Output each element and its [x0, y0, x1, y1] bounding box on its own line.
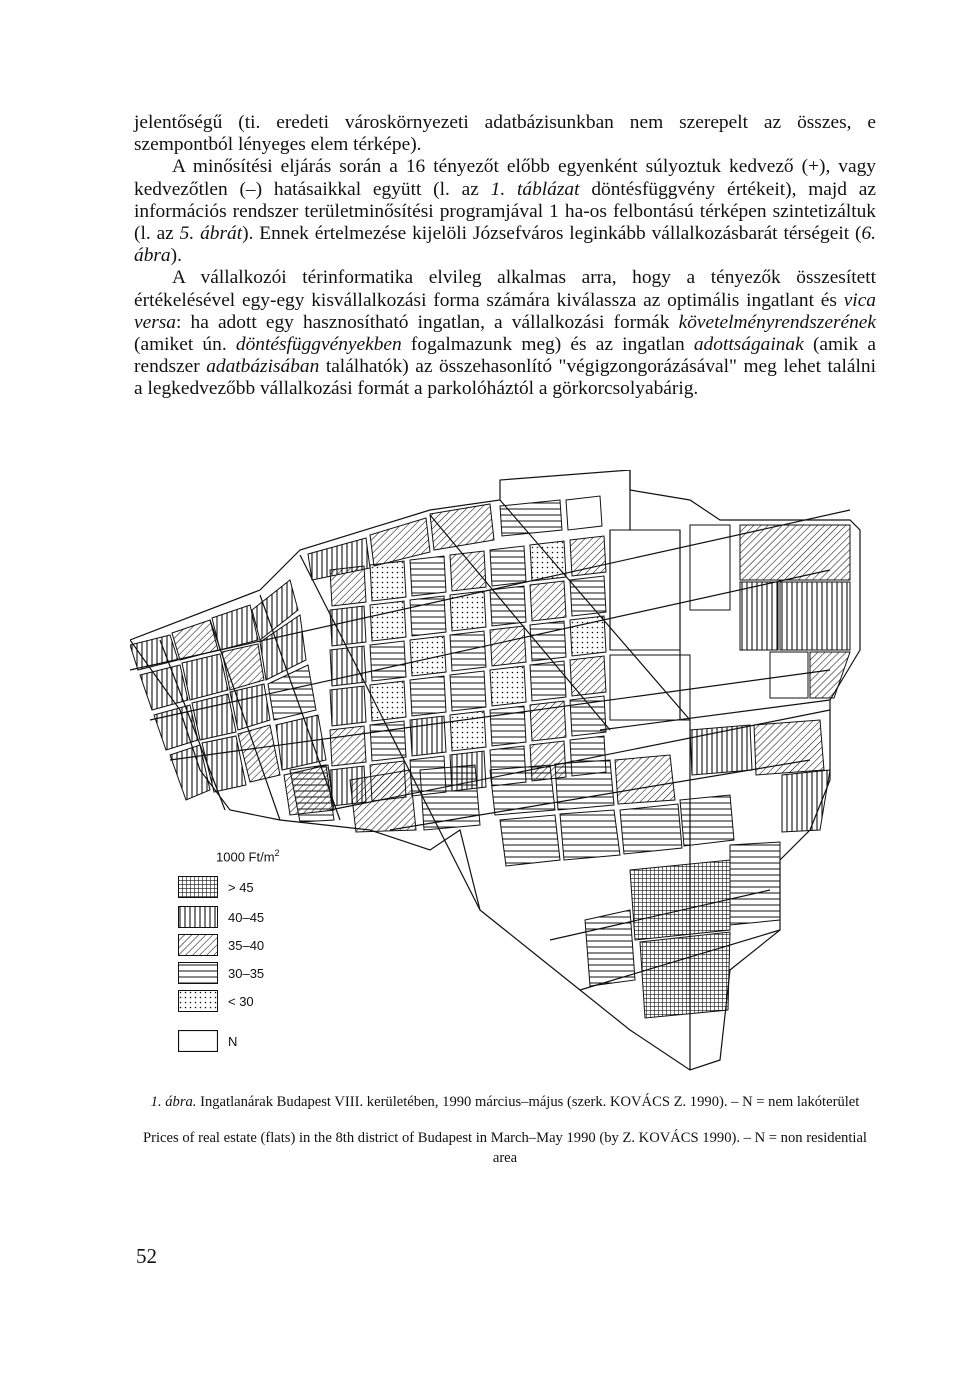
page-number: 52 [136, 1244, 157, 1268]
legend-item [178, 990, 338, 1016]
map-block [680, 795, 734, 846]
map-block [370, 641, 406, 681]
paragraph-2 [134, 156, 876, 267]
map-block [172, 620, 218, 660]
map-block [740, 582, 778, 650]
map-block [610, 530, 680, 650]
map-block [330, 686, 366, 726]
map-block [730, 842, 780, 925]
map-block [330, 726, 366, 766]
caption-hu-text: Ingatlanárak Budapest VIII. kerületében, 1990 március–május (szerk. KOVÁCS Z. 1990). – N = nem lakóterület [196, 1094, 860, 1110]
map-block [555, 760, 614, 810]
map-block [530, 581, 566, 621]
map-block [782, 770, 830, 832]
legend-label: < 30 [228, 994, 254, 1009]
italic-text: 5. ábrát [179, 223, 243, 245]
map-block [566, 496, 602, 530]
map-block [500, 500, 562, 536]
legend-label-n: N [228, 1034, 238, 1049]
map-block [740, 525, 850, 580]
text-run: jelentőségű (ti. eredeti városkörnyezeti adatbázisunkban nem szerepelt az összes, e szempontból lényeges elem térképe). [134, 112, 876, 156]
text-run: ). Ennek értelmezése kijelöli Józsefváros leginkább vállalkozásbarát térségeit ( [242, 223, 862, 245]
map-block [370, 721, 406, 761]
map-block [560, 810, 620, 860]
map-block [490, 586, 526, 626]
map-block [780, 582, 850, 650]
text-run: ). [170, 245, 182, 267]
map-block [620, 804, 682, 854]
legend-item [178, 876, 338, 902]
legend-title: 1000 $Ft/m^2$ [216, 848, 280, 865]
map-block [640, 932, 730, 1018]
map-block [450, 711, 486, 751]
italic-text: döntésfüggvényekben [235, 334, 402, 356]
text-run: döntésfüggvény értékeit), majd az információs rendszer területminősítési programjával 1 ha-os felbontású térképen szintetizáltuk (l. az [134, 178, 876, 245]
map-block [370, 601, 406, 641]
caption-hungarian [134, 1092, 876, 1112]
legend-swatch-horizontal [178, 962, 218, 984]
text-run: A vállalkozói térinformatika elvileg alkalmas arra, hogy a tényezők összesített értékelésével egy-egy kisvállalkozási forma számára kiválassza az optimális ingatlant és [134, 267, 876, 311]
legend-label: 35–40 [228, 938, 265, 953]
map-block [450, 551, 486, 591]
map-block [182, 654, 228, 700]
legend-label: 40–45 [228, 910, 265, 925]
legend-label: > 45 [228, 880, 254, 895]
map-block [490, 626, 526, 666]
map-block [615, 755, 675, 804]
map-block [238, 725, 280, 782]
text-run: találhatók) az összehasonlító "végigzongorázásával" meg lehet találni a legkedvezőbb vállalkozási formát a parkolóháztól a görkorcsolyabárig. [134, 356, 876, 400]
figure-caption [134, 1092, 876, 1184]
legend-swatch-grid [178, 876, 218, 898]
map-block [410, 716, 446, 756]
italic-text: 6. ábra [134, 223, 876, 267]
legend-item [178, 906, 338, 932]
map-block [370, 561, 406, 601]
map-block [585, 910, 635, 986]
map-block [570, 576, 606, 616]
text-run: fogalmazunk meg) és az ingatlan [401, 334, 694, 356]
map-block [222, 644, 264, 690]
legend-swatch-empty [178, 1030, 218, 1052]
paragraph-3 [134, 267, 876, 400]
body-text [134, 112, 876, 401]
caption-english: Prices of real estate (flats) in the 8th district of Budapest in March–May 1990 (by Z. KOVÁCS 1990). – N = non residential area [143, 1130, 867, 1166]
map-block [754, 720, 824, 775]
italic-text: adottságainak [693, 334, 804, 356]
map-block [530, 541, 566, 581]
map-block [450, 591, 486, 631]
italic-text: adatbázisában [206, 356, 320, 378]
map-block [490, 546, 526, 586]
map-block [330, 646, 366, 686]
map-block [810, 652, 850, 698]
map-block [570, 656, 606, 696]
paragraph-1 [134, 112, 876, 156]
map-block [450, 671, 486, 711]
map-block [192, 694, 236, 740]
map-block [500, 815, 560, 866]
map-block [690, 725, 752, 775]
text-run: (amik a rendszer [134, 334, 876, 378]
italic-text: vica versa [134, 289, 876, 333]
map-block [410, 556, 446, 596]
map-block [350, 770, 416, 832]
map-legend [178, 848, 338, 1058]
legend-item-nonresidential [178, 1030, 338, 1056]
map-block [230, 684, 270, 730]
map-block [370, 681, 406, 721]
legend-label: 30–35 [228, 966, 265, 981]
map-block [490, 666, 526, 706]
map-block [450, 631, 486, 671]
italic-text: 1. táblázat [490, 178, 580, 200]
legend-swatch-vertical [178, 906, 218, 928]
italic-text: követelményrendszerének [678, 311, 876, 333]
map-block [630, 860, 730, 940]
legend-item [178, 962, 338, 988]
text-run: (amiket ún. [134, 334, 236, 356]
text-run: A minősítési eljárás során a 16 tényezőt előbb egyenként súlyoztuk kedvező (+), vagy kedvezőtlen (–) hatásaikkal együtt (l. az [134, 156, 876, 200]
map-block [530, 661, 566, 701]
text-run: : ha adott egy hasznosítható ingatlan, a vállalkozási formák [176, 311, 679, 333]
caption-figure-number: 1. ábra. [150, 1094, 197, 1110]
legend-swatch-dots [178, 990, 218, 1012]
map-block [570, 536, 606, 576]
map-block [570, 616, 606, 656]
map-block [410, 596, 446, 636]
map-block [410, 676, 446, 716]
map-block [610, 655, 690, 720]
legend-swatch-diagonal [178, 934, 218, 956]
legend-item [178, 934, 338, 960]
